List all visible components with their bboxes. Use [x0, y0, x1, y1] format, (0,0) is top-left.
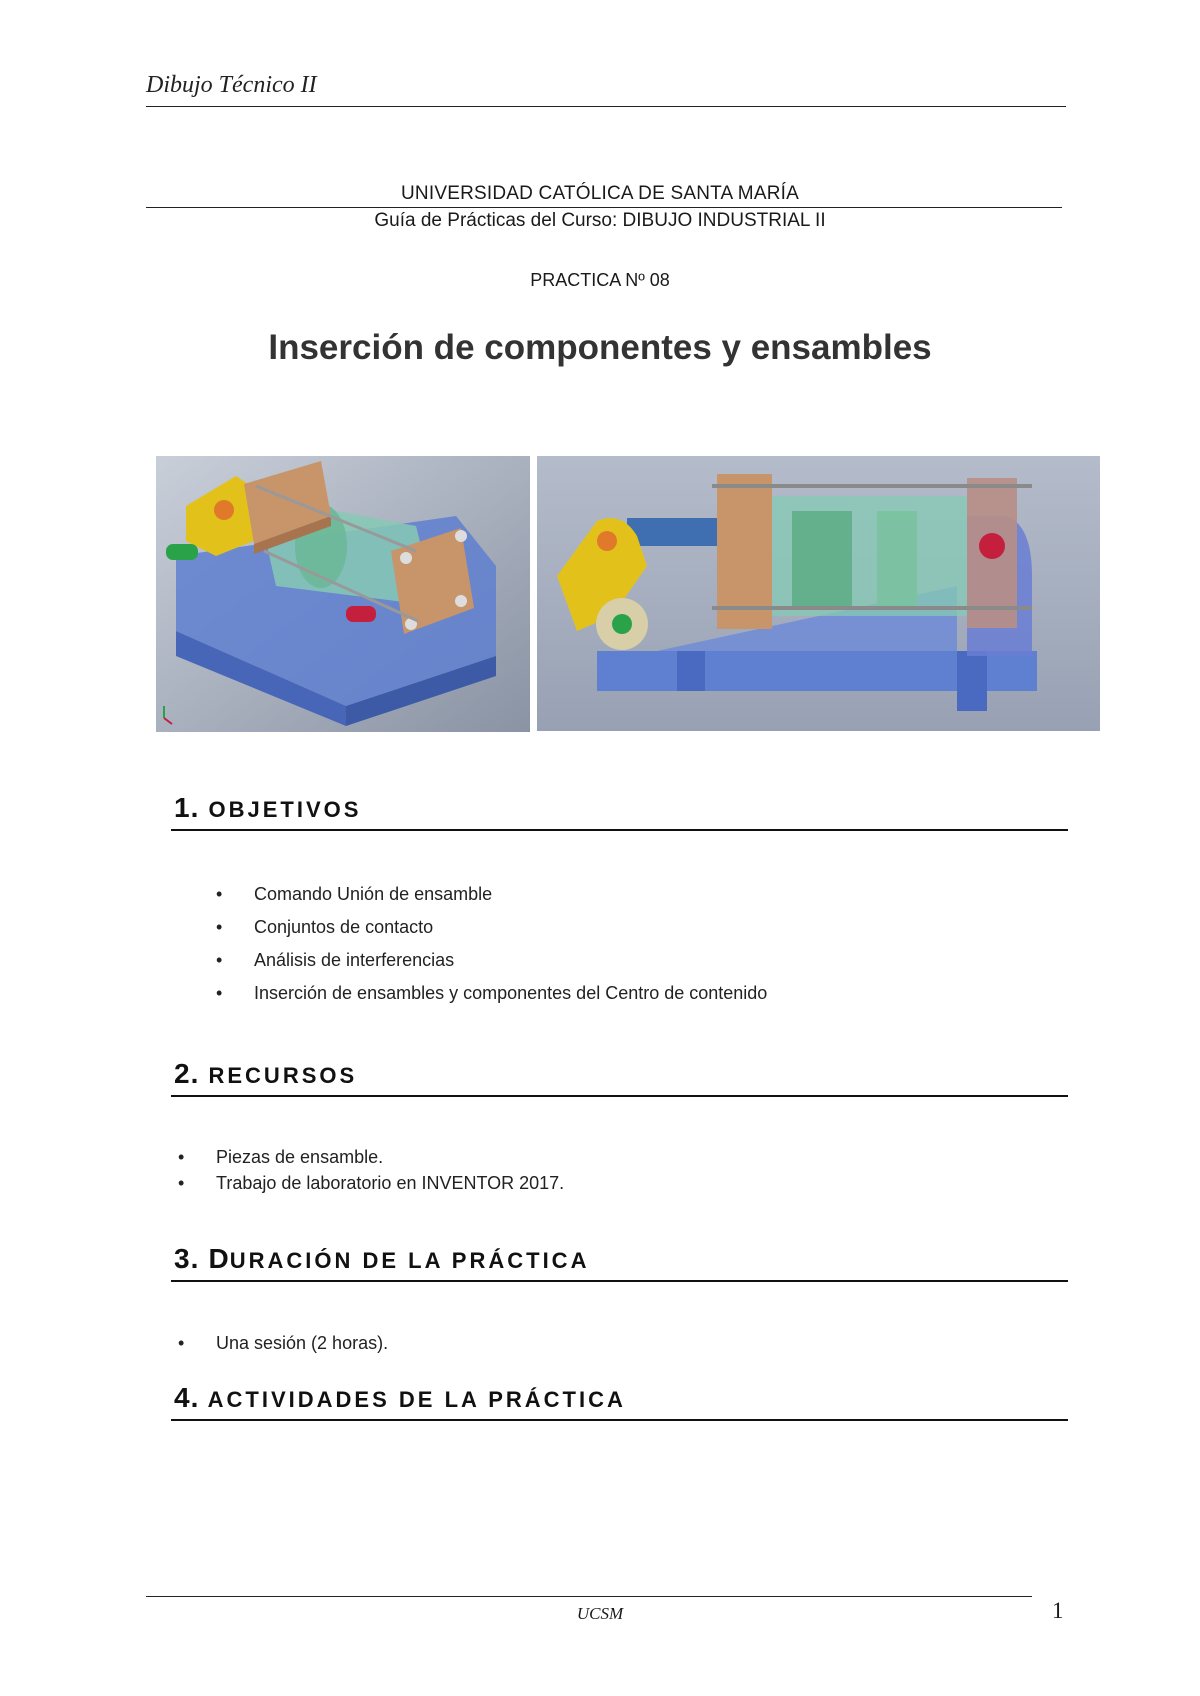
section-number: 3.	[174, 1243, 200, 1274]
assembly-isometric-image	[156, 456, 530, 732]
section-number: 2.	[174, 1058, 200, 1089]
university-rule	[146, 207, 1062, 208]
practice-number: PRACTICA Nº 08	[530, 270, 670, 290]
section-heading: RECURSOS	[208, 1063, 358, 1088]
section-title-recursos	[174, 1058, 357, 1090]
course-guide: Guía de Prácticas del Curso: DIBUJO INDUSTRIAL II	[374, 210, 826, 231]
assembly-side-view-image	[537, 456, 1100, 731]
section-heading: OBJETIVOS	[208, 797, 362, 822]
section-number: 4.	[174, 1382, 200, 1413]
footer-institution: UCSM	[576, 1604, 624, 1623]
section-heading: ACTIVIDADES DE LA PRÁCTICA	[207, 1387, 626, 1412]
list-item: • Inserción de ensambles y componentes del Centro de contenido	[216, 977, 767, 1010]
list-item: • Comando Unión de ensamble	[216, 878, 767, 911]
section-rule	[171, 1419, 1068, 1421]
running-title: Dibujo Técnico II	[146, 72, 317, 98]
recursos-list	[178, 1144, 564, 1196]
section-title-actividades	[174, 1382, 626, 1414]
list-item: • Piezas de ensamble.	[178, 1144, 564, 1170]
section-title-duracion	[174, 1243, 589, 1275]
section-heading: URACIÓN DE LA PRÁCTICA	[229, 1248, 590, 1273]
duracion-list	[178, 1330, 388, 1356]
list-item: • Conjuntos de contacto	[216, 911, 767, 944]
list-item: • Trabajo de laboratorio en INVENTOR 2017.	[178, 1170, 564, 1196]
page-title: Inserción de componentes y ensambles	[268, 328, 932, 367]
university-name: UNIVERSIDAD CATÓLICA DE SANTA MARÍA	[401, 183, 799, 204]
list-item: • Análisis de interferencias	[216, 944, 767, 977]
section-number: 1.	[174, 792, 200, 823]
section-rule	[171, 829, 1068, 831]
page-number: 1	[1052, 1598, 1064, 1623]
section-heading-initial: D	[208, 1243, 230, 1274]
section-title-objetivos	[174, 792, 361, 824]
section-rule	[171, 1280, 1068, 1282]
header-rule	[146, 106, 1066, 107]
objetivos-list	[216, 878, 767, 1010]
footer-rule	[146, 1596, 1032, 1597]
list-item: • Una sesión (2 horas).	[178, 1330, 388, 1356]
section-rule	[171, 1095, 1068, 1097]
